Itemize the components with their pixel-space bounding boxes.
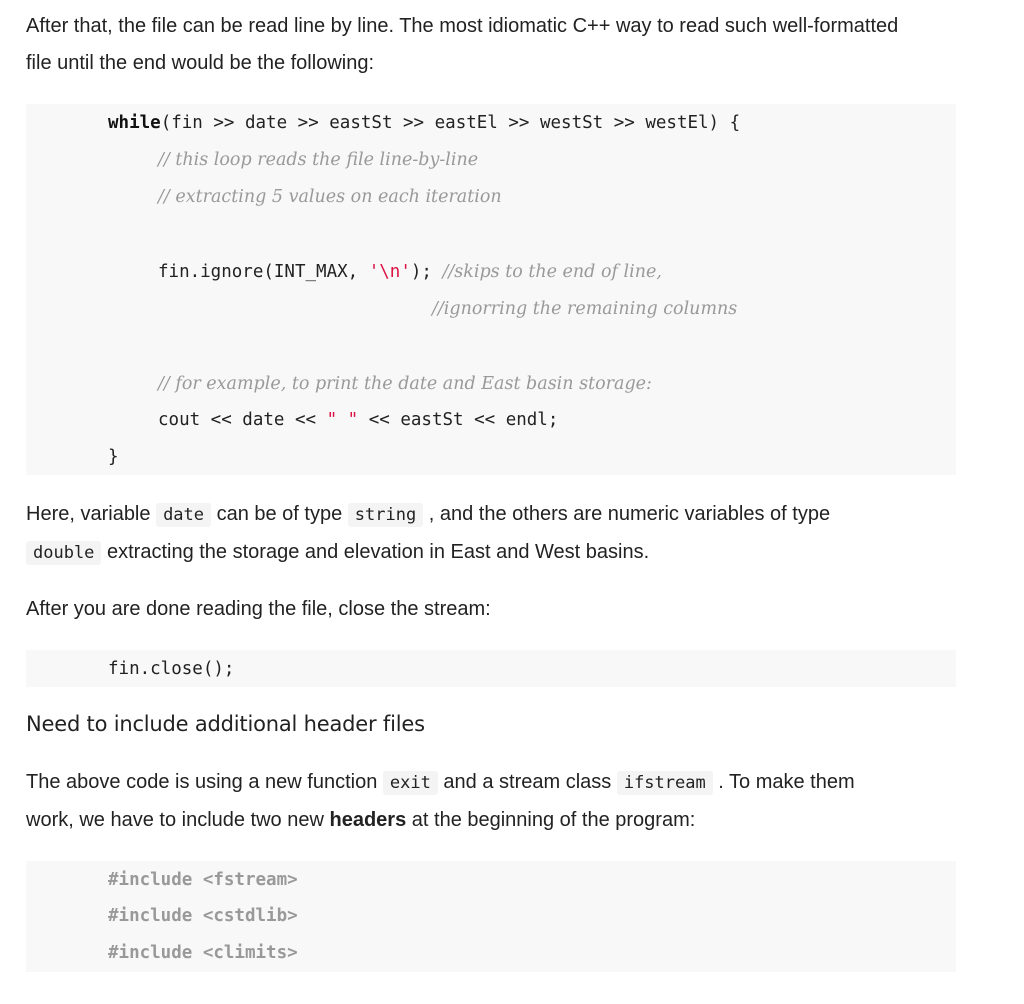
ignore-comment-continued: //ignorring the remaining columns — [432, 299, 738, 319]
code-comment-loop: // this loop reads the file line-by-line — [158, 150, 479, 170]
explain-paragraph — [26, 496, 956, 572]
code-close-brace: } — [108, 447, 119, 467]
cout-start: cout << date << — [158, 410, 327, 430]
code-comment-example: // for example, to print the date and East basin storage: — [158, 374, 652, 394]
code-block-close — [26, 650, 956, 687]
code-line-while — [108, 112, 740, 134]
explain-text-4: extracting the storage and elevation in East and West basins. — [101, 541, 650, 563]
inline-code-exit: exit — [383, 771, 438, 795]
code-block-includes — [26, 861, 956, 972]
code-line-close: fin.close(); — [108, 659, 235, 679]
headers-text-4: work, we have to include two new — [26, 809, 330, 831]
keyword-while: while — [108, 113, 161, 133]
ignore-call: fin.ignore(INT_MAX, — [158, 262, 369, 282]
intro-line-1: After that, the file can be read line by line. The most idiomatic C++ way to read such well-formatted — [26, 15, 899, 37]
newline-literal: '\n' — [368, 262, 411, 282]
explain-text-1: Here, variable — [26, 503, 157, 525]
include-climits: #include <climits> — [108, 943, 298, 963]
headers-paragraph — [26, 764, 956, 839]
headers-text-3: . To make them — [712, 771, 855, 793]
ignore-comment: //skips to the end of line, — [442, 262, 662, 282]
headers-text-1: The above code is using a new function — [26, 771, 383, 793]
space-literal: " " — [326, 410, 359, 430]
include-cstdlib: #include <cstdlib> — [108, 906, 298, 926]
code-line-ignore — [158, 261, 662, 283]
while-condition: (fin >> date >> eastSt >> eastEl >> westSt >> westEl) { — [160, 113, 741, 133]
include-fstream: #include <fstream> — [108, 870, 298, 890]
explain-text-3: , and the others are numeric variables of type — [423, 503, 831, 525]
inline-code-double: double — [26, 541, 101, 565]
section-heading: Need to include additional header files — [26, 712, 425, 736]
intro-paragraph — [26, 8, 956, 82]
inline-code-string: string — [348, 503, 423, 527]
explain-text-2: can be of type — [211, 503, 348, 525]
code-block-read-loop — [26, 104, 956, 475]
close-paragraph: After you are done reading the file, close the stream: — [26, 598, 491, 620]
headers-bold: headers — [329, 809, 407, 831]
ignore-call-end: ); — [410, 262, 443, 282]
intro-line-2: file until the end would be the following: — [26, 52, 375, 74]
headers-text-2: and a stream class — [437, 771, 617, 793]
headers-text-5: at the beginning of the program: — [406, 809, 696, 831]
inline-code-ifstream: ifstream — [617, 771, 713, 795]
inline-code-date: date — [156, 503, 211, 527]
code-comment-extract: // extracting 5 values on each iteration — [158, 187, 502, 207]
cout-end: << eastSt << endl; — [358, 410, 559, 430]
code-line-cout — [158, 409, 558, 431]
